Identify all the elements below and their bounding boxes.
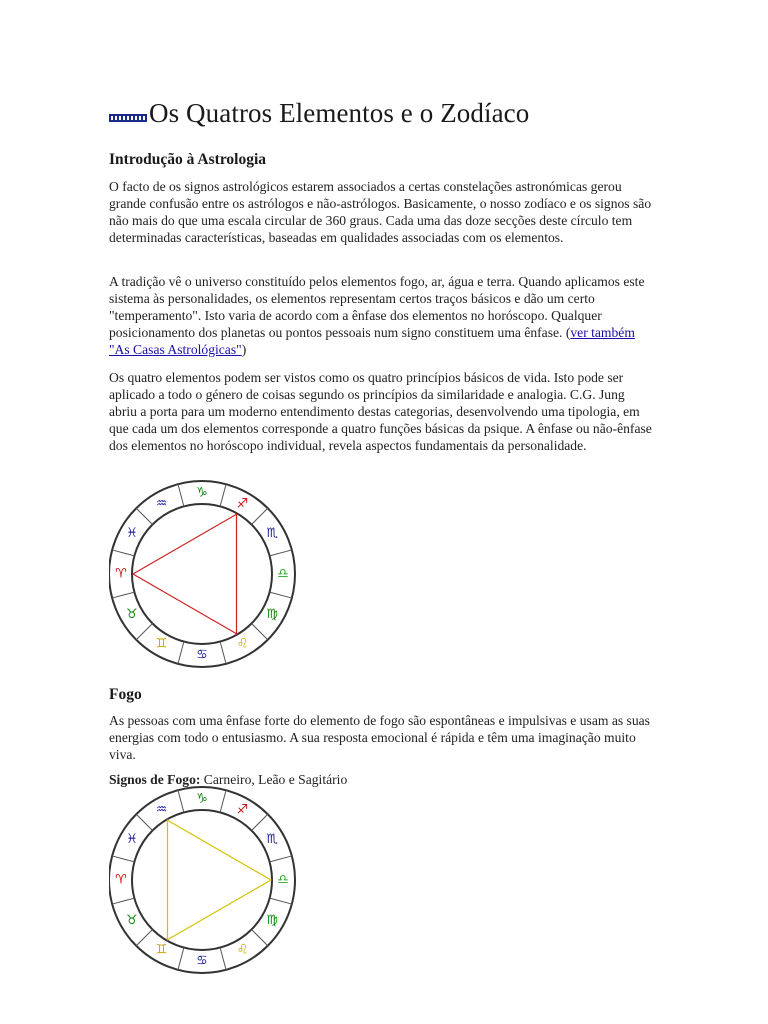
wheel2-sign-glyph: ♎ (277, 872, 289, 888)
intro-paragraph-1: O facto de os signos astrológicos estarem associados a certas constelações astronómicas gerou grande confusão entre os astrólogos e não-astrólogos. Basicamente, o nosso zodíaco e os signos são não mais do que uma escala circular de 360 graus. Cada uma das doze secções deste círculo tem determinadas características, baseadas em qualidades associadas com os elementos. (109, 179, 652, 245)
wheel1-sign-glyph: ♊ (155, 636, 168, 652)
wheel1-sign-glyph: ♓ (126, 526, 138, 541)
fire-paragraph: As pessoas com uma ênfase forte do elemento de fogo são espontâneas e impulsivas e usam as suas energias com todo o entusiasmo. A sua resposta emocional é rápida e têm uma imaginação muito viva. (109, 713, 650, 762)
wheel2-sign-glyph: ♍ (266, 913, 278, 928)
wheel2-sign-glyph: ♒ (155, 802, 168, 818)
wheel1-sign-glyph: ♍ (266, 607, 278, 622)
wheel1-sign-glyph: ♌ (236, 636, 249, 652)
fire-signs-wheel-diagram (109, 785, 309, 975)
wheel2-sign-glyph: ♏ (266, 832, 278, 847)
wheel1-sign-glyph: ♐ (236, 496, 249, 512)
wheel2-sign-glyph: ♋ (196, 953, 208, 969)
wheel1-sign-glyph: ♒ (155, 496, 168, 512)
casas-astrologicas-link[interactable]: ver também "As Casas Astrológicas" (109, 325, 635, 357)
wheel1-sign-glyph: ♑ (196, 485, 208, 501)
page-title: Os Quatros Elementos e o Zodíaco (109, 98, 529, 129)
fire-signs-value: Carneiro, Leão e Sagitário (200, 772, 348, 787)
wheel2-sign-glyph: ♌ (236, 942, 249, 958)
intro-paragraph-3: Os quatro elementos podem ser vistos como os quatro princípios básicos de vida. Isto pode ser aplicado a todo o género de coisas segundo os princípios da similaridade e analogia. C.G. Jung abriu a porta para um moderno entendimento destas categorias, desenvolvendo uma tipologia, em que cada um dos elementos corresponde a quatro funções básicas da psique. A ênfase ou não-ênfase dos elementos no horóscopo individual, revela aspectos fundamentais da personalidade. (109, 370, 652, 453)
fire-signs-label: Signos de Fogo: (109, 772, 201, 787)
title-decoration-icon (109, 114, 147, 122)
wheel1-sign-glyph: ♎ (277, 566, 289, 582)
wheel2-sign-glyph: ♉ (126, 913, 138, 928)
intro-paragraph-2: A tradição vê o universo constituído pelos elementos fogo, ar, água e terra. Quando aplicamos este sistema às personalidades, os elementos representam certos traços básicos e dão um certo "temperamento". Isto varia de acordo com a ênfase dos elementos no horóscopo. Qualquer posicionamento dos planetas ou pontos pessoais num signo constituem uma ênfase. (ver também "As Casas Astrológicas") (109, 274, 645, 357)
wheel2-sign-glyph: ♑ (196, 791, 208, 807)
wheel2-sign-glyph: ♓ (126, 832, 138, 847)
wheel2-sign-glyph: ♐ (236, 802, 249, 818)
intro-heading: Introdução à Astrologia (109, 151, 267, 168)
fire-heading: Fogo (109, 686, 142, 703)
wheel1-sign-glyph: ♉ (126, 607, 138, 622)
wheel2-inner-ring (132, 810, 272, 950)
wheel1-sign-glyph: ♈ (115, 566, 127, 582)
wheel1-inner-ring (132, 504, 272, 644)
wheel1-sign-glyph: ♏ (266, 526, 278, 541)
wheel2-sign-glyph: ♊ (155, 942, 168, 958)
wheel2-sign-glyph: ♈ (115, 872, 127, 888)
wheel1-sign-glyph: ♋ (196, 647, 208, 663)
zodiac-wheel-diagram (109, 479, 309, 669)
